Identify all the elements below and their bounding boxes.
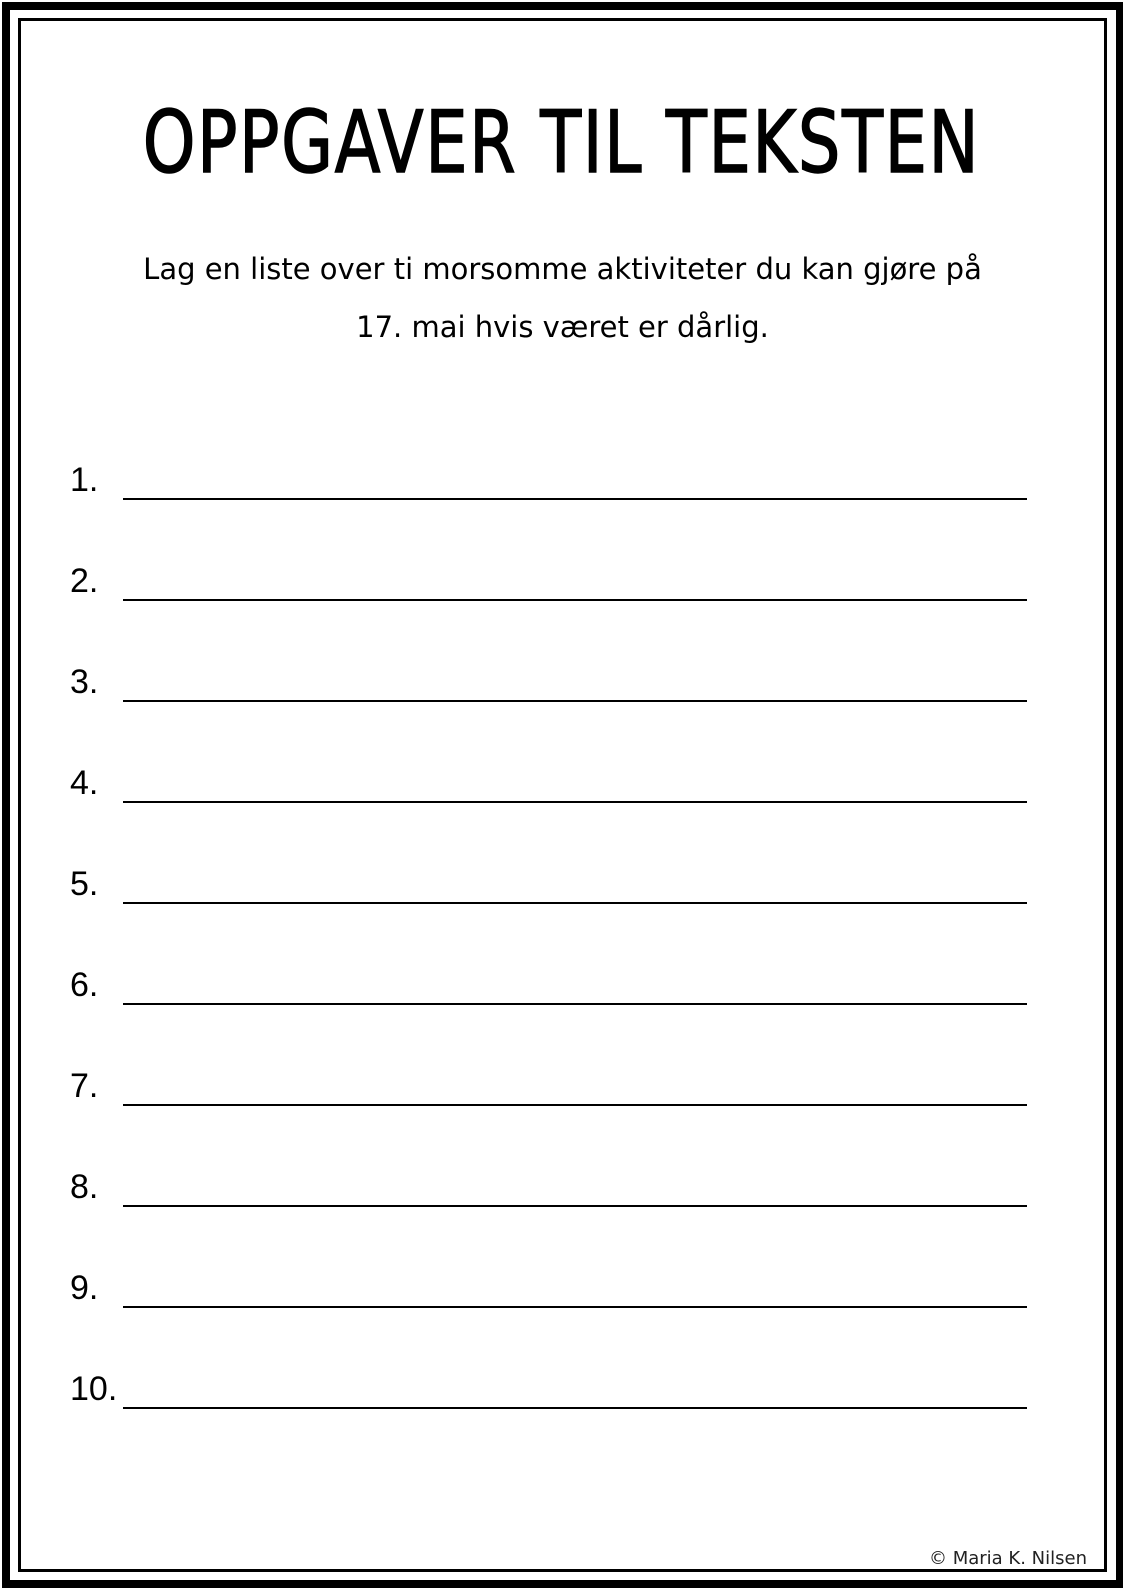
answer-row: [70, 1147, 1030, 1207]
answer-row: [70, 844, 1030, 904]
answer-row: [70, 1248, 1030, 1308]
answer-number: 1.: [70, 461, 99, 499]
answer-line[interactable]: [123, 1205, 1027, 1207]
answer-line[interactable]: [123, 1104, 1027, 1106]
answer-line[interactable]: [123, 700, 1027, 702]
answer-number: 3.: [70, 663, 99, 701]
answer-row: [70, 1046, 1030, 1106]
answer-line[interactable]: [123, 1407, 1027, 1409]
instruction-line-2: 17. mai hvis været er dårlig.: [356, 310, 769, 344]
answer-line[interactable]: [123, 498, 1027, 500]
answer-line[interactable]: [123, 599, 1027, 601]
page-title: OPPGAVER TIL TEKSTEN: [142, 93, 981, 193]
answer-row: [70, 743, 1030, 803]
instruction-line-1: Lag en liste over ti morsomme aktiviteter du kan gjøre på: [143, 252, 982, 286]
answer-number: 2.: [70, 562, 99, 600]
answer-row: [70, 642, 1030, 702]
answer-line[interactable]: [123, 902, 1027, 904]
answer-number: 9.: [70, 1269, 99, 1307]
answer-number: 6.: [70, 966, 99, 1004]
answer-row: [70, 440, 1030, 500]
answer-row: [70, 541, 1030, 601]
answer-row: [70, 945, 1030, 1005]
answer-line[interactable]: [123, 1306, 1027, 1308]
answer-number: 10.: [70, 1370, 118, 1408]
answer-number: 7.: [70, 1067, 99, 1105]
answer-number: 5.: [70, 865, 99, 903]
answer-line[interactable]: [123, 801, 1027, 803]
answer-number: 4.: [70, 764, 99, 802]
answer-row: [70, 1349, 1030, 1409]
copyright-notice: © Maria K. Nilsen: [928, 1548, 1087, 1569]
answer-line[interactable]: [123, 1003, 1027, 1005]
task-instruction: [90, 240, 1035, 356]
answer-number: 8.: [70, 1168, 99, 1206]
